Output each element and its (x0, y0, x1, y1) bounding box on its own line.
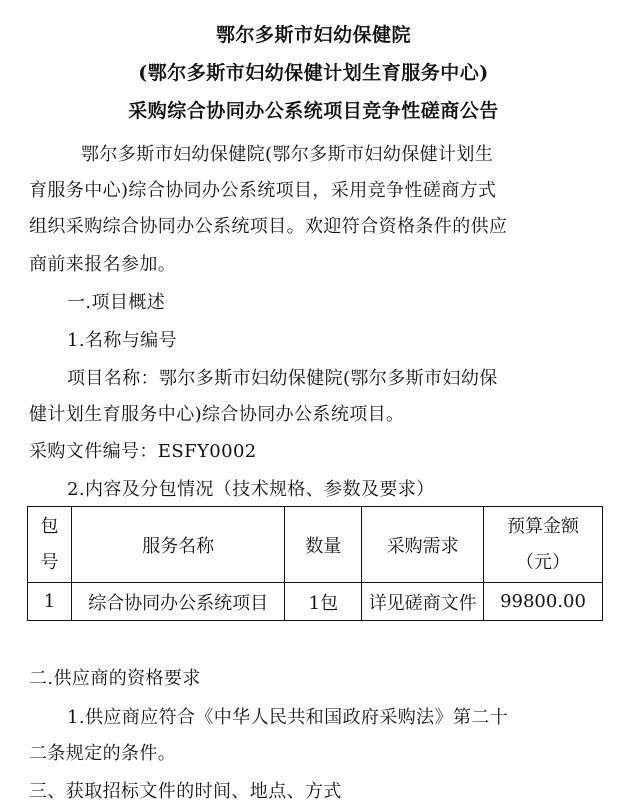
title-hospital: 鄂尔多斯市妇幼保健院 (215, 24, 411, 46)
header-package-no-part2: 号 (40, 551, 59, 573)
header-budget-part1: 预算金额 (507, 515, 580, 537)
section1-heading: 一.项目概述 (67, 292, 166, 313)
section3-heading: 三、获取招标文件的时间、地点、方式 (29, 781, 342, 802)
table-row (28, 583, 603, 621)
project-name-line-1: 项目名称：鄂尔多斯市妇幼保健院(鄂尔多斯市妇幼保 (67, 368, 498, 389)
cell-service-name: 综合协同办公系统项目 (71, 583, 285, 621)
cell-budget: 99800.00 (484, 583, 603, 621)
package-table (27, 506, 603, 621)
table-header-row (28, 507, 603, 583)
intro-line-1: 鄂尔多斯市妇幼保健院(鄂尔多斯市妇幼保健计划生 (81, 144, 494, 165)
cell-package-no: 1 (28, 583, 72, 621)
header-requirement: 采购需求 (362, 507, 484, 583)
intro-line-2: 育服务中心)综合协同办公系统项目，采用竞争性磋商方式 (29, 180, 497, 201)
procurement-file-number: 采购文件编号：ESFY0002 (29, 441, 257, 462)
section2-item1-line-2: 二条规定的条件。 (29, 743, 177, 764)
section2-heading: 二.供应商的资格要求 (29, 668, 201, 689)
cell-quantity: 1包 (285, 583, 362, 621)
header-package-no-part1: 包 (40, 515, 59, 537)
header-service-name: 服务名称 (71, 507, 285, 583)
intro-line-4: 商前来报名参加。 (29, 254, 177, 275)
section2-item1-line-1: 1.供应商应符合《中华人民共和国政府采购法》第二十 (67, 707, 509, 728)
header-budget-part2: （元） (516, 551, 571, 573)
header-package-no (28, 507, 72, 583)
header-budget (484, 507, 603, 583)
title-center: (鄂尔多斯市妇幼保健计划生育服务中心) (138, 62, 489, 84)
section1-sub2: 2.内容及分包情况（技术规格、参数及要求） (67, 479, 435, 500)
cell-requirement: 详见磋商文件 (362, 583, 484, 621)
header-quantity: 数量 (285, 507, 362, 583)
project-name-line-2: 健计划生育服务中心)综合协同办公系统项目。 (29, 404, 405, 425)
section1-sub1: 1.名称与编号 (67, 330, 177, 351)
intro-line-3: 组织采购综合协同办公系统项目。欢迎符合资格条件的供应 (29, 216, 508, 237)
announcement-title: 采购综合协同办公系统项目竞争性磋商公告 (128, 100, 499, 122)
